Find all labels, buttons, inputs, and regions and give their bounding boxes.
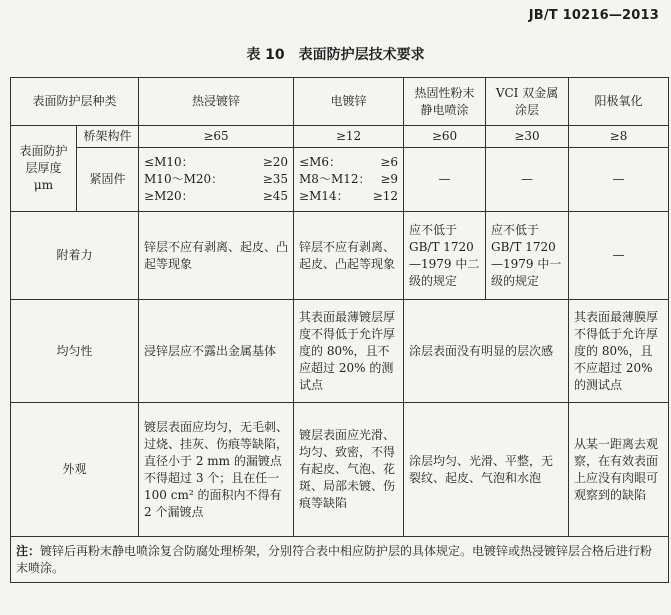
table-number: 表 10 (246, 47, 285, 63)
header-row (11, 78, 669, 126)
note-label: 注： (16, 543, 41, 558)
fastener-electro-line (299, 188, 398, 205)
uniformity-row (11, 300, 669, 403)
fastener-electro-line (299, 171, 398, 188)
adhesion-electro: 锌层不应有剥离、起皮、凸起等现象 (294, 212, 404, 300)
fastener-hot-dip (139, 148, 294, 212)
header-vci: VCI 双金属涂层 (486, 78, 569, 126)
bridge-electro: ≥12 (294, 126, 404, 148)
spec: ≥M14： (299, 189, 349, 203)
standard-code: JB/T 10216—2013 (528, 8, 659, 23)
table-title-text: 表面防护层技术要求 (298, 47, 425, 63)
appearance-hot-dip: 镀层表面应均匀，无毛刺、过烧、挂灰、伤痕等缺陷，直径小于 2 mm 的漏镀点不得超过 3 个；且在任一 100 cm² 的面积内不得有 2 个漏镀点 (139, 403, 294, 537)
uniformity-label: 均匀性 (11, 300, 139, 403)
value: ≥20 (262, 155, 289, 169)
spec: M8～M12： (299, 172, 371, 186)
spec: ≥M20： (144, 189, 194, 203)
adhesion-row (11, 212, 669, 300)
bridge-anodic: ≥8 (569, 126, 669, 148)
bridge-hot-dip: ≥65 (139, 126, 294, 148)
value: ≥12 (372, 189, 399, 203)
thickness-label-unit: μm (33, 178, 54, 192)
fastener-label: 紧固件 (77, 148, 139, 212)
adhesion-hot-dip: 锌层不应有剥离、起皮、凸起等现象 (139, 212, 294, 300)
table-title (0, 44, 671, 64)
thickness-fastener-row (11, 148, 669, 212)
value: ≥35 (262, 172, 289, 186)
thickness-label-line2: 层厚度 (25, 161, 62, 175)
value: ≥9 (380, 172, 399, 186)
fastener-powder: — (404, 148, 486, 212)
appearance-powder-vci: 涂层均匀、光滑、平整，无裂纹、起皮、气泡和水泡 (404, 403, 569, 537)
header-type: 表面防护层种类 (11, 78, 139, 126)
table-note (11, 537, 669, 583)
fastener-anodic: — (569, 148, 669, 212)
thickness-bridge-row (11, 126, 669, 148)
value: ≥45 (262, 189, 289, 203)
bridge-label: 桥架构件 (77, 126, 139, 148)
uniformity-hot-dip: 浸锌层应不露出金属基体 (139, 300, 294, 403)
appearance-label: 外观 (11, 403, 139, 537)
spec: ≤M10： (144, 155, 194, 169)
uniformity-electro: 其表面最薄镀层厚度不得低于允许厚度的 80%，且不应超过 20% 的测试点 (294, 300, 404, 403)
adhesion-powder: 应不低于GB/T 1720—1979 中二级的规定 (404, 212, 486, 300)
adhesion-label: 附着力 (11, 212, 139, 300)
spec: ≤M6： (299, 155, 341, 169)
appearance-electro: 镀层表面应光滑、均匀、致密，不得有起皮、气泡、花斑、局部未镀、伤痕等缺陷 (294, 403, 404, 537)
header-anodic: 阳极氧化 (569, 78, 669, 126)
fastener-hot-dip-line (144, 188, 288, 205)
thickness-label-line1: 表面防护 (19, 144, 68, 158)
appearance-anodic: 从某一距离去观察，在有效表面上应没有肉眼可观察到的缺陷 (569, 403, 669, 537)
adhesion-vci: 应不低于GB/T 1720—1979 中一级的规定 (486, 212, 569, 300)
uniformity-powder-vci: 涂层表面没有明显的层次感 (404, 300, 569, 403)
adhesion-anodic: — (569, 212, 669, 300)
header-electro: 电镀锌 (294, 78, 404, 126)
note-text: 镀锌后再粉末静电喷涂复合防腐处理桥架，分别符合表中相应防护层的具体规定。电镀锌或热浸镀锌层合格后进行粉末喷涂。 (16, 543, 653, 575)
fastener-hot-dip-line (144, 171, 288, 188)
bridge-vci: ≥30 (486, 126, 569, 148)
header-powder: 热固性粉末静电喷涂 (404, 78, 486, 126)
fastener-electro (294, 148, 404, 212)
appearance-row (11, 403, 669, 537)
uniformity-anodic: 其表面最薄膜厚不得低于允许厚度的 80%，且不应超过 20%的测试点 (569, 300, 669, 403)
note-row (11, 537, 669, 583)
fastener-electro-line (299, 154, 398, 171)
header-hot-dip: 热浸镀锌 (139, 78, 294, 126)
spec: M10～M20： (144, 172, 224, 186)
bridge-powder: ≥60 (404, 126, 486, 148)
protection-requirements-table (10, 77, 669, 583)
fastener-hot-dip-line (144, 154, 288, 171)
thickness-label (11, 126, 77, 212)
fastener-vci: — (486, 148, 569, 212)
value: ≥6 (380, 155, 399, 169)
